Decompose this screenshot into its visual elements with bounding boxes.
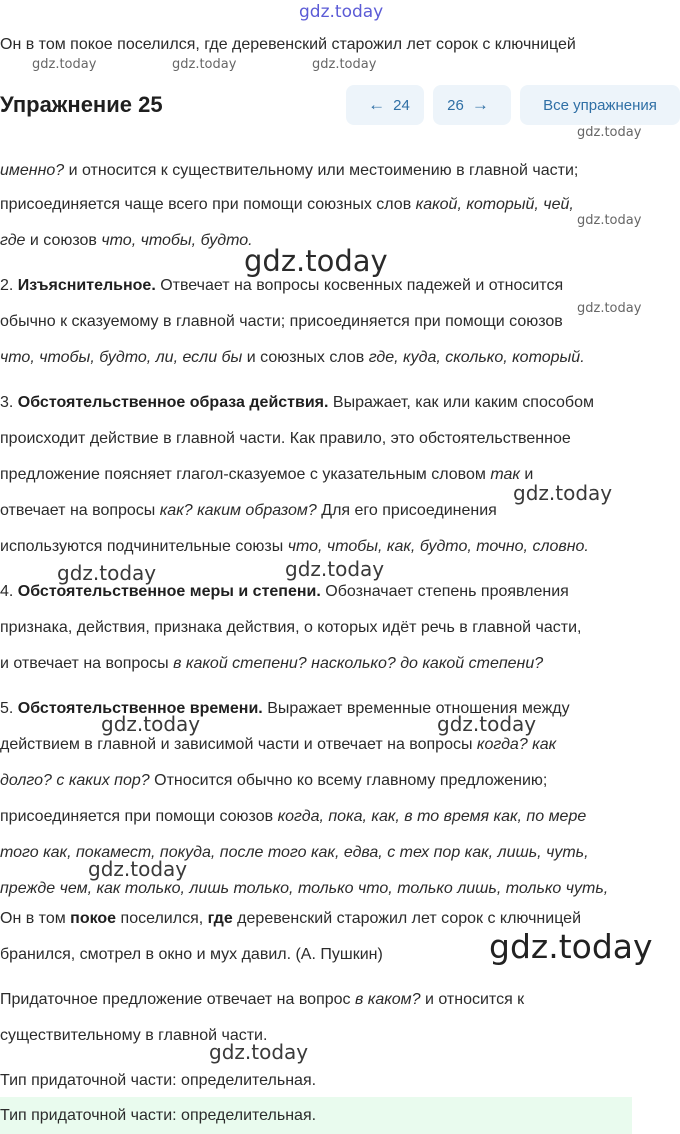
watermark: gdz.today (489, 927, 653, 966)
watermark: gdz.today (312, 57, 377, 72)
all-exercises-label: Все упражнения (543, 96, 657, 114)
answer-line: Тип придаточной части: определительная. (0, 1107, 317, 1124)
next-exercise-button[interactable] (433, 85, 511, 125)
arrow-right-icon: → (471, 95, 489, 114)
watermark: gdz.today (577, 125, 642, 140)
watermark: gdz.today (88, 857, 188, 881)
watermark: gdz.today (577, 301, 642, 316)
next-exercise-label: 26 (447, 96, 464, 114)
text-line: обычно к сказуемому в главной части; присоединяется при помощи союзов (0, 313, 563, 330)
watermark: gdz.today (57, 561, 157, 585)
text-line: именно? и относится к существительному или местоимению в главной части; (0, 162, 579, 179)
text-line: признака, действия, признака действия, о которых идёт речь в главной части, (0, 619, 582, 636)
page-title: Упражнение 25 (0, 92, 163, 117)
text-line: прежде чем, как только, лишь только, только что, только лишь, только чуть, (0, 880, 609, 897)
arrow-left-icon: ← (368, 95, 386, 114)
answer-text: Придаточное предложение отвечает на вопрос в каком? и относится к (0, 991, 525, 1008)
type-line: Тип придаточной части: определительная. (0, 1072, 317, 1089)
watermark: gdz.today (172, 57, 237, 72)
example-line: бранился, смотрел в окно и мух давил. (А. Пушкин) (0, 946, 383, 963)
watermark: gdz.today (513, 481, 613, 505)
text-line: присоединяется чаще всего при помощи союзных слов какой, который, чей, (0, 196, 574, 213)
text-line: что, чтобы, будто, ли, если бы и союзных слов где, куда, сколько, который. (0, 349, 585, 366)
text-line: отвечает на вопросы как? каким образом? Для его присоединения (0, 502, 497, 519)
watermark: gdz.today (244, 244, 388, 278)
watermark: gdz.today (437, 712, 537, 736)
text-line: где и союзов что, чтобы, будто. (0, 232, 253, 249)
watermark: gdz.today (209, 1040, 309, 1064)
watermark: gdz.today (32, 57, 97, 72)
watermark-top: gdz.today (299, 2, 384, 22)
prev-exercise-button[interactable] (346, 85, 424, 125)
context-line: Он в том покое поселился, где деревенский старожил лет сорок с ключницей (0, 36, 576, 53)
text-line: и отвечает на вопросы в какой степени? насколько? до какой степени? (0, 655, 544, 672)
all-exercises-button[interactable] (520, 85, 680, 125)
answer-text: существительному в главной части. (0, 1027, 268, 1044)
text-line: того как, покамест, покуда, после того как, едва, с тех пор как, лишь, чуть, (0, 844, 589, 861)
text-line: 3. Обстоятельственное образа действия. Выражает, как или каким способом (0, 394, 594, 411)
text-line: происходит действие в главной части. Как правило, это обстоятельственное (0, 430, 571, 447)
text-line: 2. Изъяснительное. Отвечает на вопросы косвенных падежей и относится (0, 277, 564, 294)
text-line: 4. Обстоятельственное меры и степени. Обозначает степень проявления (0, 583, 569, 600)
text-line: присоединяется при помощи союзов когда, пока, как, в то время как, по мере (0, 808, 587, 825)
text-line: действием в главной и зависимой части и отвечает на вопросы когда? как (0, 736, 557, 753)
text-line: 5. Обстоятельственное времени. Выражает временные отношения между (0, 700, 570, 717)
watermark: gdz.today (101, 712, 201, 736)
watermark: gdz.today (285, 557, 385, 581)
text-line: предложение поясняет глагол-сказуемое с указательным словом так и (0, 466, 534, 483)
prev-exercise-label: 24 (393, 96, 410, 114)
text-line: долго? с каких пор? Относится обычно ко всему главному предложению; (0, 772, 548, 789)
text-line: используются подчинительные союзы что, чтобы, как, будто, точно, словно. (0, 538, 589, 555)
example-line: Он в том покое поселился, где деревенский старожил лет сорок с ключницей (0, 910, 582, 927)
watermark: gdz.today (577, 213, 642, 228)
